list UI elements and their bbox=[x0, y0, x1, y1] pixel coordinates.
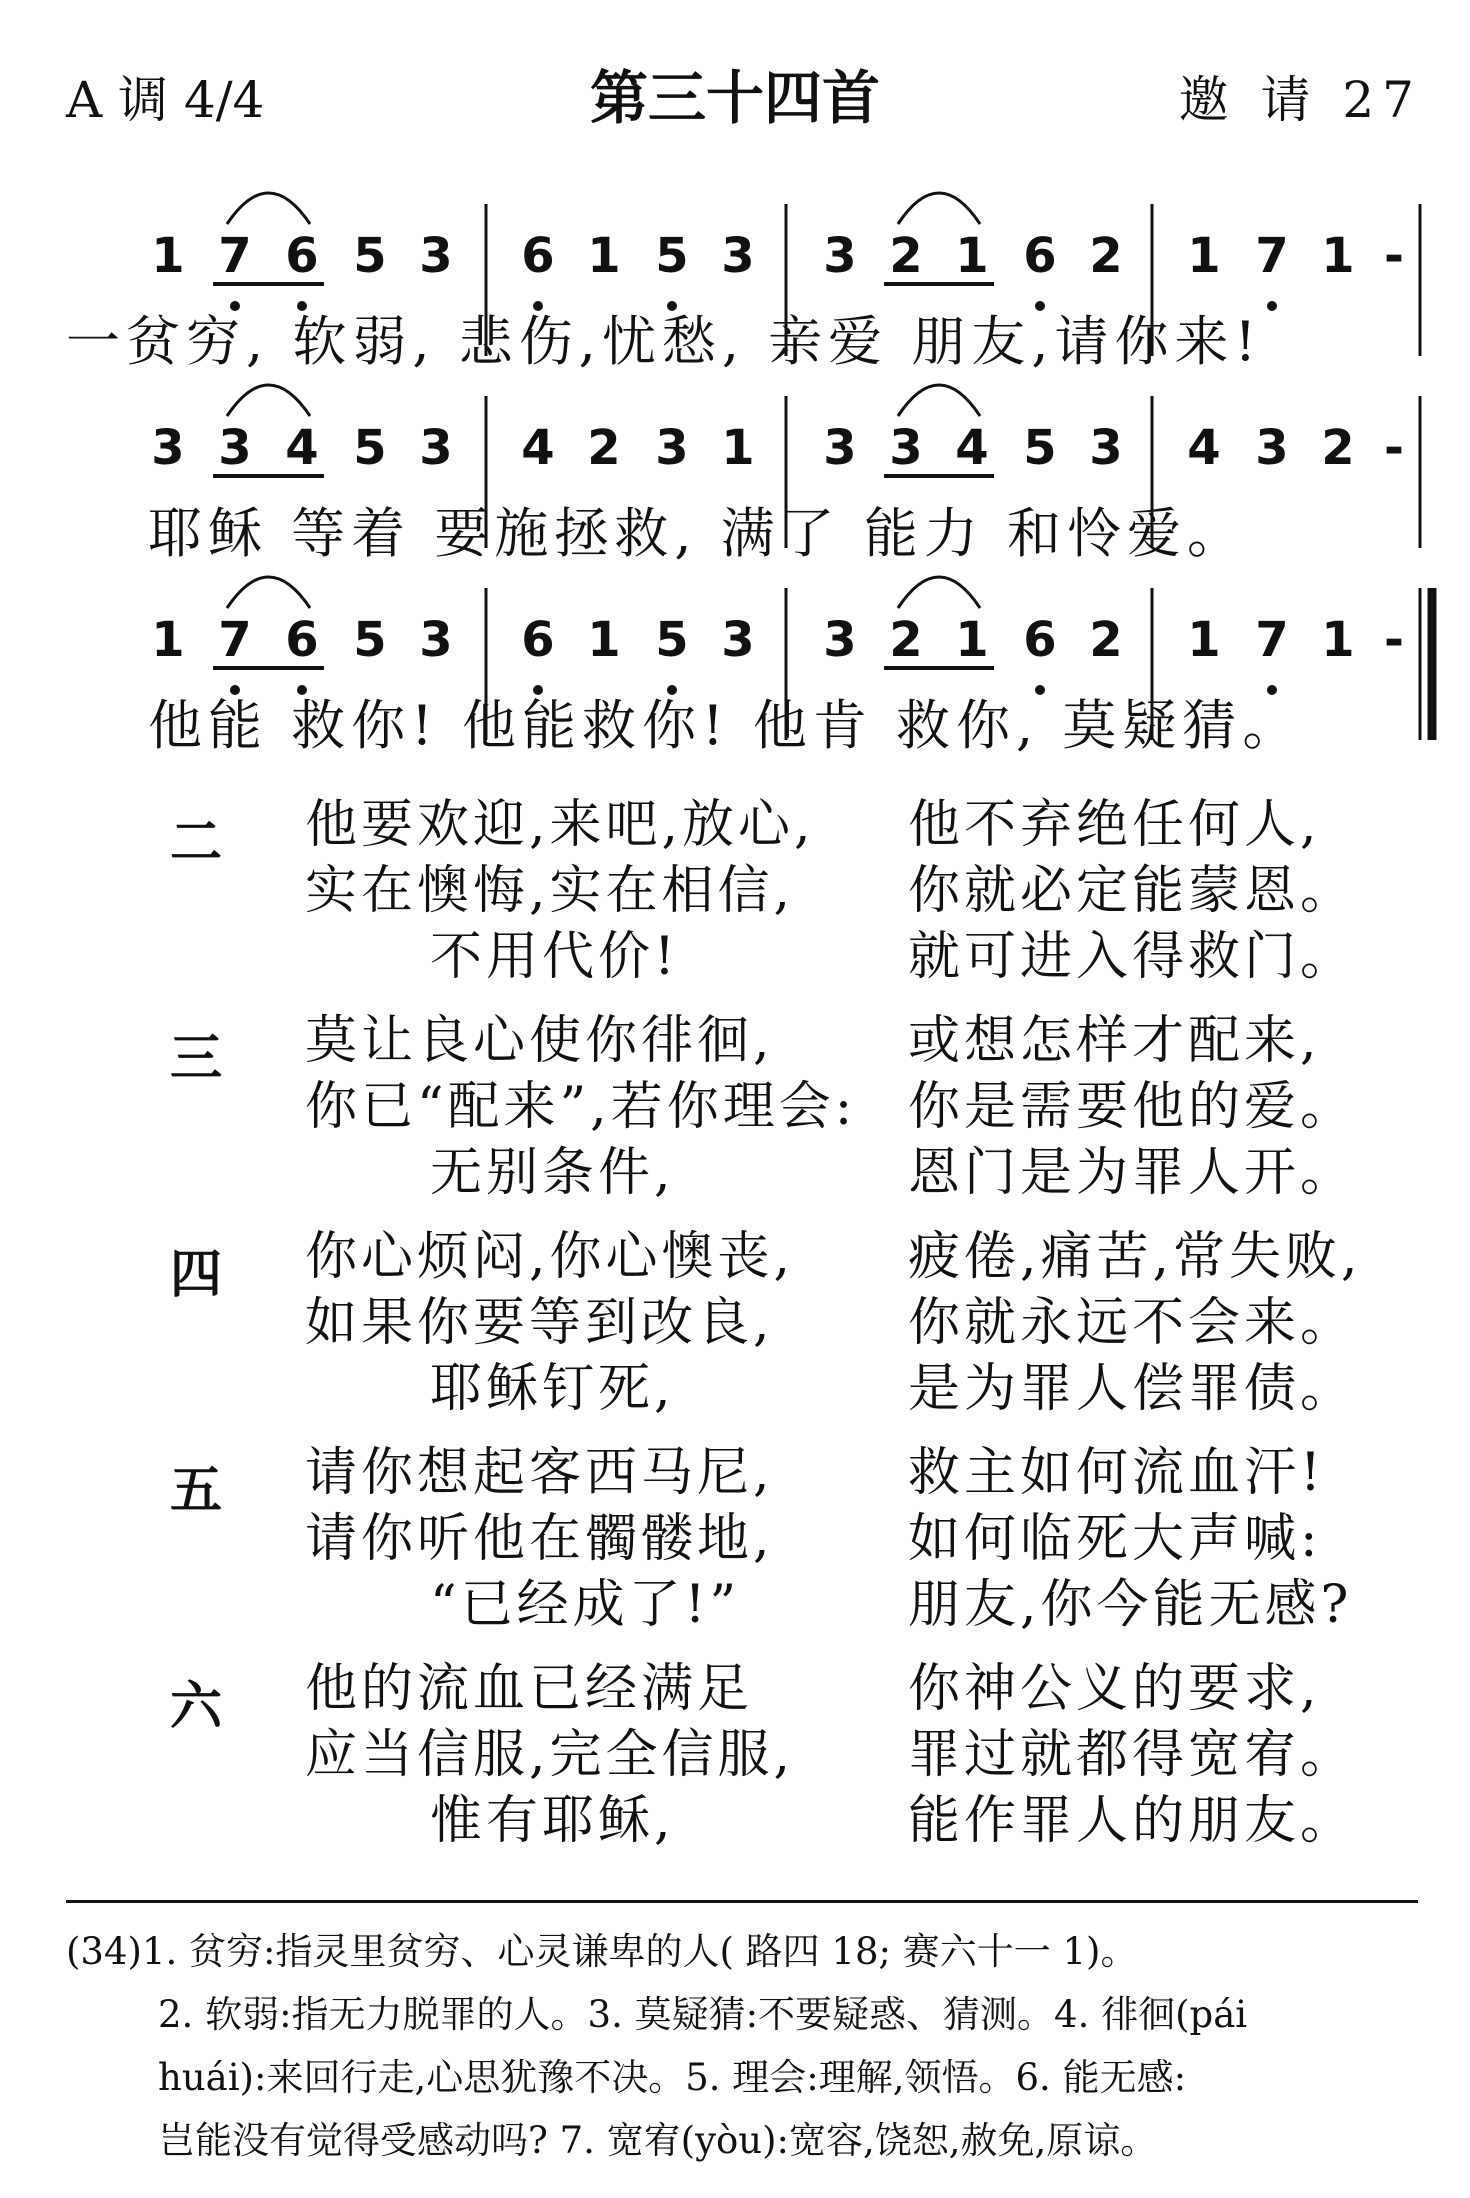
verse-line-left: 无别条件, bbox=[430, 1143, 675, 1203]
slur bbox=[898, 385, 980, 416]
verse-line-right: 疲倦,痛苦,常失败, bbox=[908, 1227, 1362, 1287]
verse-line-right: 或想怎样才配来, bbox=[908, 1011, 1321, 1071]
verse-line-left: 实在懊悔,实在相信, bbox=[305, 861, 795, 921]
key-signature: A 调 4/4 bbox=[66, 71, 265, 129]
score-note: 4 bbox=[1187, 420, 1221, 476]
score-note: 1 bbox=[1321, 228, 1355, 284]
score-note: 3 bbox=[889, 420, 923, 476]
score-note: 3 bbox=[419, 612, 453, 668]
verse-line-right: 就可进入得救门。 bbox=[908, 927, 1357, 987]
verse-line-right: 救主如何流血汗! bbox=[908, 1443, 1325, 1503]
score-note: 5 bbox=[353, 228, 387, 284]
footnote-line: 2. 软弱:指无力脱罪的人。3. 莫疑猜:不要疑惑、猜测。4. 徘徊(pái bbox=[158, 1993, 1248, 2036]
verses bbox=[0, 795, 1470, 1880]
verse-line-right: 他不弃绝任何人, bbox=[908, 795, 1321, 855]
score-note: 7 bbox=[218, 612, 252, 668]
score-note: 1 bbox=[151, 228, 185, 284]
footnotes bbox=[66, 1920, 1418, 2172]
score-note: 3 bbox=[823, 228, 857, 284]
verse-line-left: 你心烦闷,你心懊丧, bbox=[305, 1227, 795, 1287]
score-note: 5 bbox=[655, 228, 689, 284]
score-note: 6 bbox=[285, 612, 319, 668]
score-note: 7 bbox=[218, 228, 252, 284]
score-note: 2 bbox=[587, 420, 621, 476]
score-note: 2 bbox=[1089, 228, 1123, 284]
verse-line-right: 你神公义的要求, bbox=[908, 1659, 1321, 1719]
score-note: 4 bbox=[285, 420, 319, 476]
footnote-line: 岂能没有觉得受感动吗? 7. 宽宥(yòu):宽容,饶恕,赦免,原谅。 bbox=[158, 2119, 1158, 2162]
verse-line-right: 恩门是为罪人开。 bbox=[908, 1143, 1357, 1203]
score-note: 3 bbox=[419, 420, 453, 476]
lyric-line: 他能 救你! 他能救你! 他肯 救你, 莫疑猜。 bbox=[148, 694, 1303, 757]
score-note: 3 bbox=[151, 420, 185, 476]
score-note: 6 bbox=[1023, 228, 1057, 284]
verse-number: 六 bbox=[170, 1677, 223, 1737]
score-note: 3 bbox=[721, 612, 755, 668]
hymn-category: 邀 请 27 bbox=[1178, 71, 1422, 129]
verse-line-left: 请你想起客西马尼, bbox=[305, 1443, 774, 1503]
score-note: 5 bbox=[655, 612, 689, 668]
score-note: - bbox=[1384, 420, 1404, 476]
score-note: 1 bbox=[587, 612, 621, 668]
score-note: 2 bbox=[1321, 420, 1355, 476]
score-note: 6 bbox=[285, 228, 319, 284]
score-note: 1 bbox=[1321, 612, 1355, 668]
verse-line-left: 莫让良心使你徘徊, bbox=[305, 1011, 774, 1071]
score-note: 2 bbox=[889, 612, 923, 668]
score-note: 5 bbox=[353, 420, 387, 476]
score-note: 6 bbox=[521, 228, 555, 284]
score-note: 7 bbox=[1255, 228, 1289, 284]
score-note: 5 bbox=[353, 612, 387, 668]
footnote-divider bbox=[66, 1900, 1418, 1903]
footnote-line: huái):来回行走,心思犹豫不决。5. 理会:理解,领悟。6. 能无感: bbox=[158, 2056, 1187, 2099]
low-octave-dot bbox=[1267, 301, 1277, 311]
score-note: 1 bbox=[721, 420, 755, 476]
slur bbox=[898, 577, 980, 608]
slur bbox=[898, 193, 980, 224]
verse-line-left: 不用代价! bbox=[430, 927, 679, 987]
score-note: 3 bbox=[655, 420, 689, 476]
verse-line-left: 他要欢迎,来吧,放心, bbox=[305, 795, 815, 855]
slur bbox=[227, 577, 310, 608]
verse-number: 三 bbox=[170, 1029, 223, 1089]
score-note: 2 bbox=[1089, 612, 1123, 668]
verse-line-left: 耶稣钉死, bbox=[430, 1359, 675, 1419]
score-note: 1 bbox=[955, 228, 989, 284]
verse-line-left: “已经成了!” bbox=[430, 1575, 741, 1635]
verse-line-left: 请你听他在髑髅地, bbox=[305, 1509, 774, 1569]
verse-line-right: 能作罪人的朋友。 bbox=[908, 1791, 1357, 1851]
score-note: 3 bbox=[1089, 420, 1123, 476]
verse-block bbox=[0, 1227, 1470, 1448]
score-note: 1 bbox=[1187, 228, 1221, 284]
score-note: 5 bbox=[1023, 420, 1057, 476]
verse-line-right: 如何临死大声喊: bbox=[908, 1509, 1322, 1569]
verse-number: 五 bbox=[170, 1461, 223, 1521]
lyric-line: 一贫穷, 软弱, 悲伤,忧愁, 亲爱 朋友,请你来! bbox=[66, 310, 1263, 373]
score-note: 3 bbox=[218, 420, 252, 476]
score-note: - bbox=[1384, 228, 1404, 284]
slur bbox=[227, 385, 310, 416]
numbered-score bbox=[0, 180, 1470, 780]
score-note: 7 bbox=[1255, 612, 1289, 668]
score-note: 2 bbox=[889, 228, 923, 284]
score-note: 3 bbox=[419, 228, 453, 284]
score-note: - bbox=[1384, 612, 1404, 668]
verse-line-right: 是为罪人偿罪债。 bbox=[908, 1359, 1357, 1419]
footnote-line: (34)1. 贫穷:指灵里贫穷、心灵谦卑的人( 路四 18; 赛六十一 1)。 bbox=[66, 1930, 1138, 1973]
score-note: 6 bbox=[521, 612, 555, 668]
score-note: 3 bbox=[823, 612, 857, 668]
verse-line-left: 应当信服,完全信服, bbox=[305, 1725, 795, 1785]
verse-number: 二 bbox=[170, 813, 223, 873]
lyric-line: 耶稣 等着 要施拯救, 满了 能力 和怜爱。 bbox=[148, 502, 1247, 565]
score-note: 4 bbox=[955, 420, 989, 476]
score-note: 3 bbox=[1255, 420, 1289, 476]
slur bbox=[227, 193, 310, 224]
verse-line-right: 罪过就都得宽宥。 bbox=[908, 1725, 1357, 1785]
score-note: 1 bbox=[587, 228, 621, 284]
verse-line-right: 你就永远不会来。 bbox=[908, 1293, 1357, 1353]
verse-block bbox=[0, 1659, 1470, 1880]
score-note: 3 bbox=[721, 228, 755, 284]
verse-block bbox=[0, 795, 1470, 1016]
score-note: 1 bbox=[955, 612, 989, 668]
score-note: 3 bbox=[823, 420, 857, 476]
score-note: 1 bbox=[151, 612, 185, 668]
verse-number: 四 bbox=[170, 1245, 223, 1305]
hymn-title: 第三十四首 bbox=[589, 64, 880, 132]
verse-line-left: 你已“配来”,若你理会: bbox=[305, 1077, 857, 1137]
verse-line-right: 朋友,你今能无感? bbox=[908, 1575, 1353, 1635]
verse-block bbox=[0, 1011, 1470, 1232]
verse-line-left: 他的流血已经满足 bbox=[305, 1659, 754, 1719]
verse-line-left: 惟有耶稣, bbox=[430, 1791, 675, 1851]
verse-line-right: 你就必定能蒙恩。 bbox=[908, 861, 1357, 921]
score-note: 4 bbox=[521, 420, 555, 476]
verse-line-left: 如果你要等到改良, bbox=[305, 1293, 774, 1353]
verse-line-right: 你是需要他的爱。 bbox=[908, 1077, 1357, 1137]
score-note: 6 bbox=[1023, 612, 1057, 668]
verse-block bbox=[0, 1443, 1470, 1664]
score-note: 1 bbox=[1187, 612, 1221, 668]
